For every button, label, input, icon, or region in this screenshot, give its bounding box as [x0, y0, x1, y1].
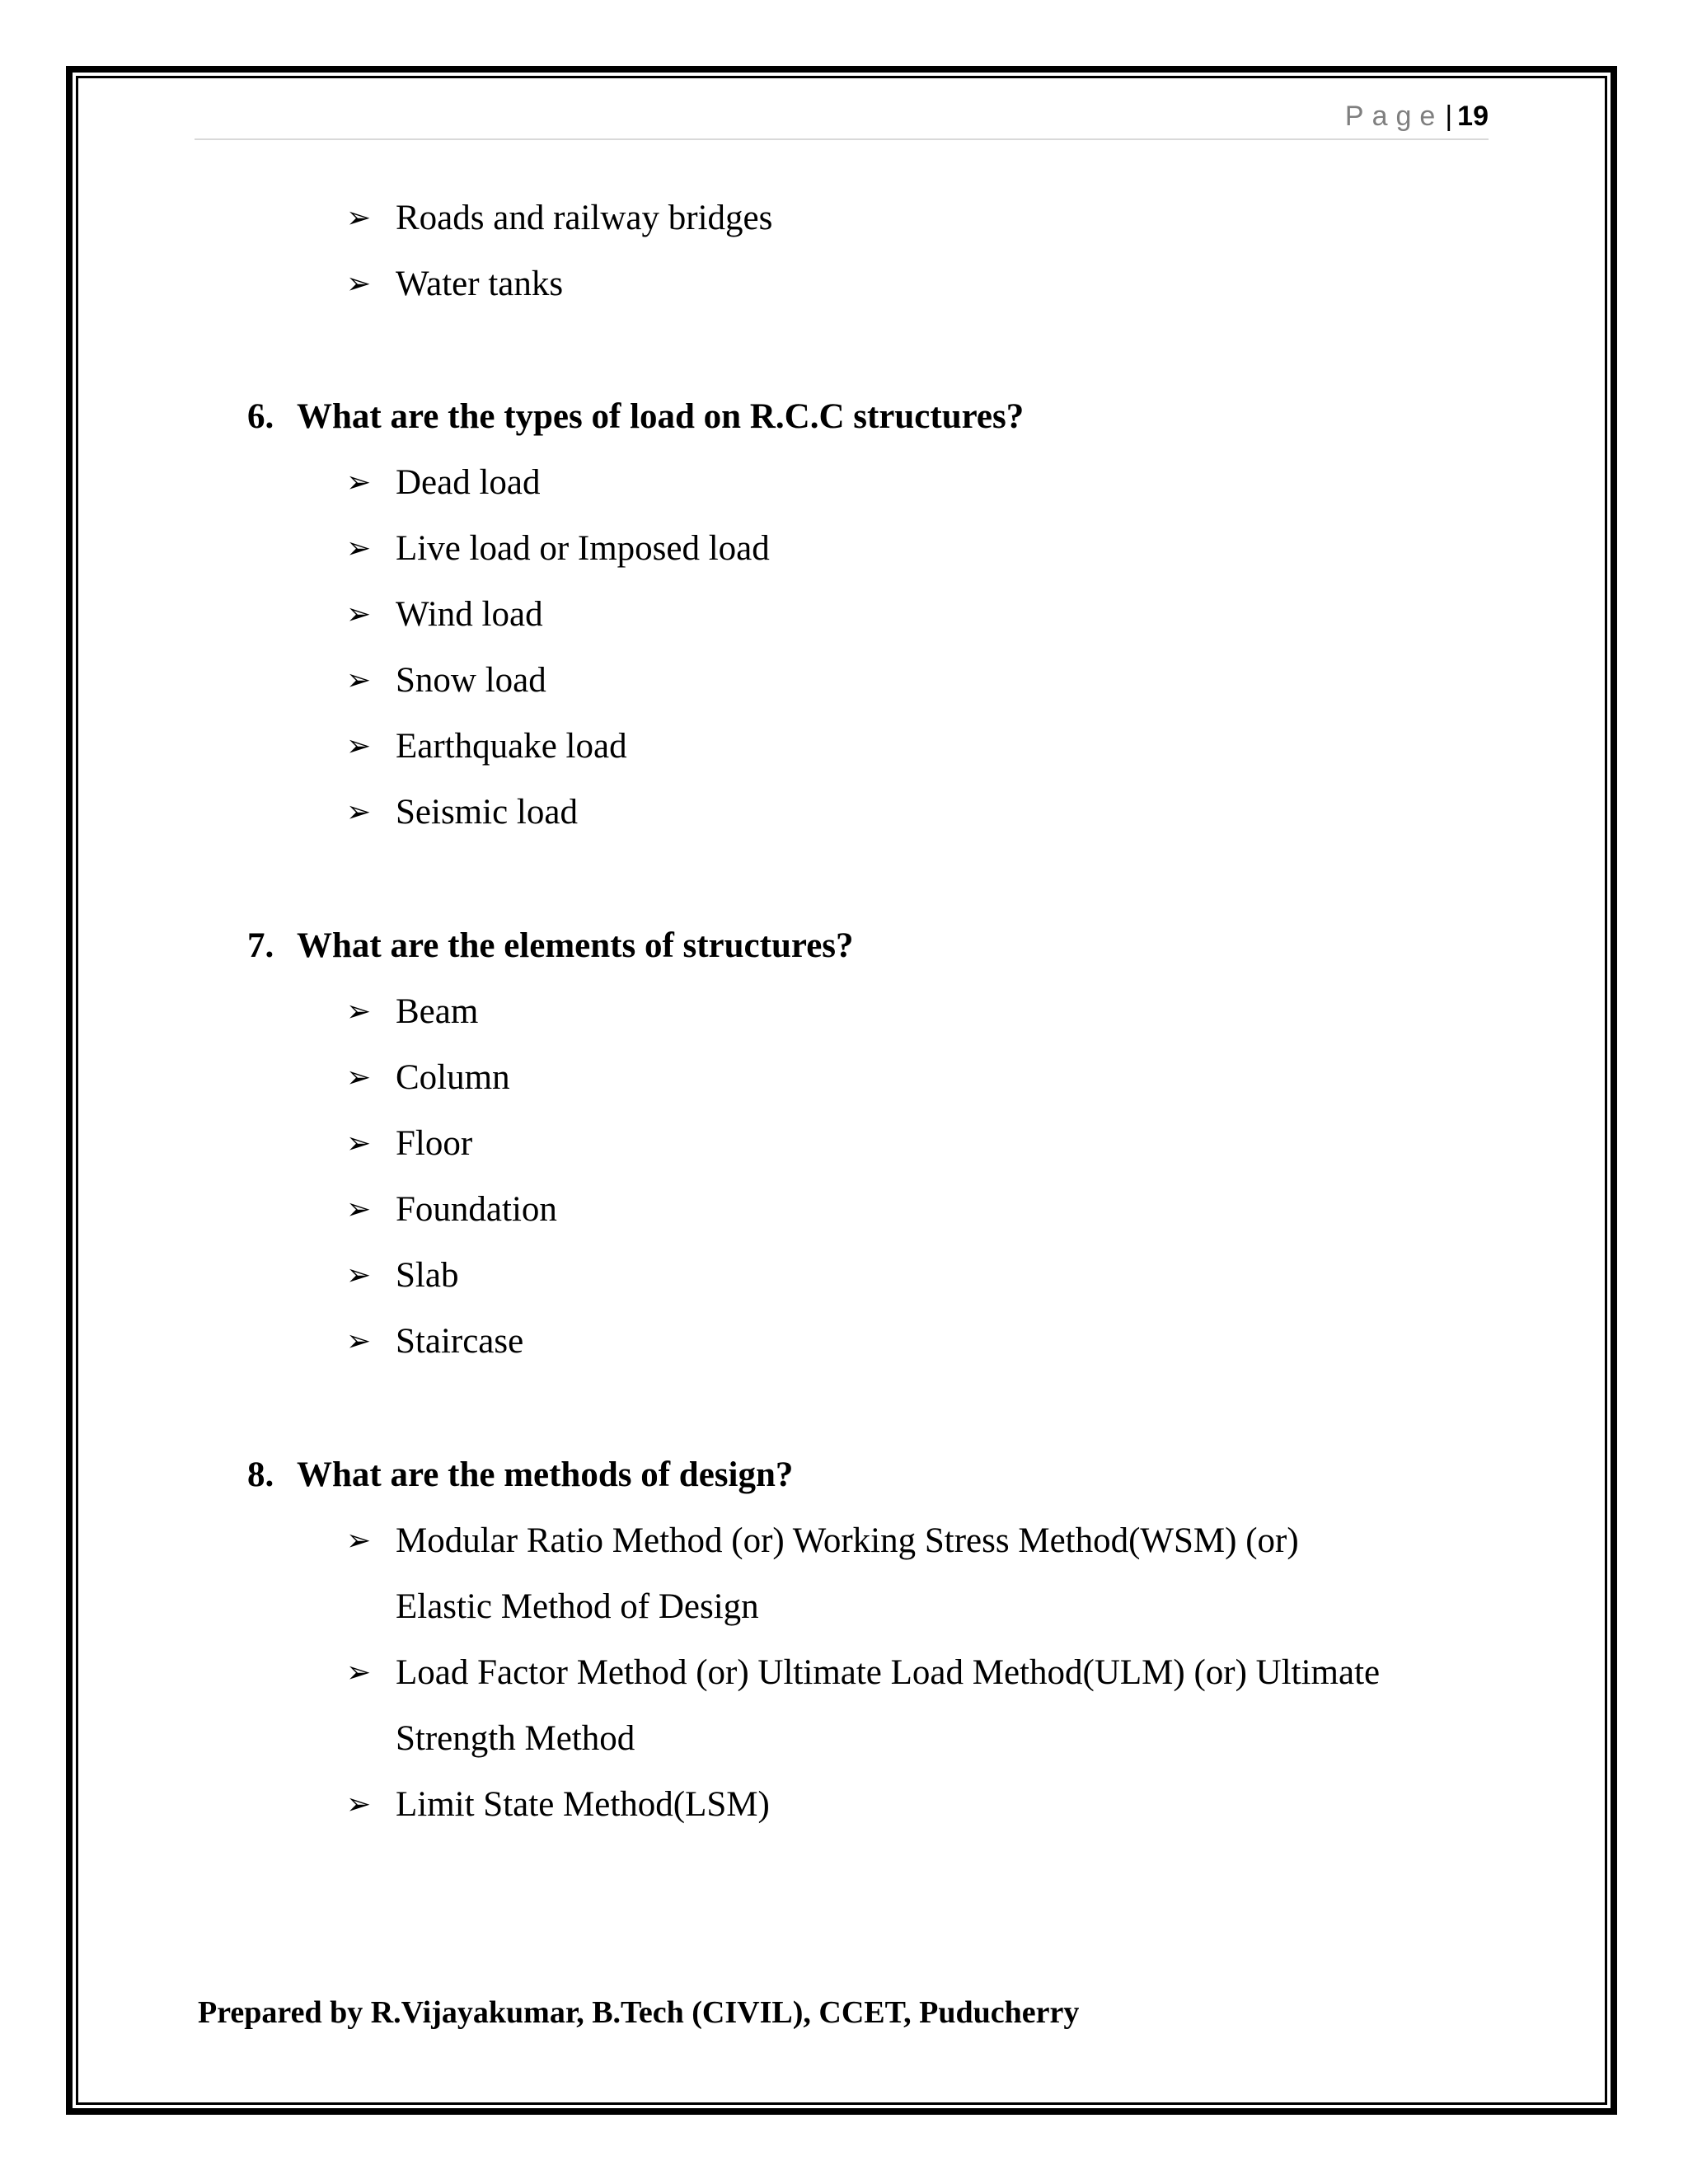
list-item-text: Live load or Imposed load — [396, 529, 770, 568]
page-footer: Prepared by R.Vijayakumar, B.Tech (CIVIL), CCET, Puducherry — [198, 1995, 1080, 2030]
list-item-text: Slab — [396, 1256, 459, 1295]
arrow-bullet-icon: ➢ — [346, 1788, 372, 1821]
question-number: 8. — [247, 1455, 274, 1494]
list-item-text: Staircase — [396, 1322, 524, 1361]
list-item-text: Foundation — [396, 1190, 557, 1229]
arrow-bullet-icon: ➢ — [346, 663, 372, 697]
question-heading-7 — [247, 913, 854, 979]
page-number-label — [1345, 101, 1489, 133]
question-text: What are the types of load on R.C.C structures? — [297, 397, 1025, 436]
list-item-text: Seismic load — [396, 793, 578, 832]
arrow-bullet-icon: ➢ — [346, 729, 372, 763]
list-item-text: Earthquake load — [396, 727, 627, 766]
page-header — [195, 97, 1489, 140]
list-item-text: Column — [396, 1058, 510, 1097]
question-heading-8 — [247, 1442, 793, 1508]
arrow-bullet-icon: ➢ — [346, 1656, 372, 1690]
list-item-text: Wind load — [396, 595, 543, 634]
page-number: 19 — [1457, 101, 1489, 132]
list-item-text: Snow load — [396, 661, 546, 700]
arrow-bullet-icon: ➢ — [346, 267, 372, 301]
arrow-bullet-icon: ➢ — [346, 1193, 372, 1226]
list-item-text: Elastic Method of Design — [396, 1587, 759, 1626]
page-separator: | — [1445, 101, 1453, 132]
question-number: 7. — [247, 926, 274, 965]
arrow-bullet-icon: ➢ — [346, 201, 372, 235]
question-number: 6. — [247, 397, 274, 436]
arrow-bullet-icon: ➢ — [346, 1127, 372, 1160]
arrow-bullet-icon: ➢ — [346, 1524, 372, 1558]
arrow-bullet-icon: ➢ — [346, 532, 372, 565]
arrow-bullet-icon: ➢ — [346, 795, 372, 829]
list-item-text: Modular Ratio Method (or) Working Stress Method(WSM) (or) — [396, 1521, 1299, 1560]
list-item-text: Strength Method — [396, 1719, 635, 1758]
list-item-text: Load Factor Method (or) Ultimate Load Method(ULM) (or) Ultimate — [396, 1653, 1381, 1692]
list-item-text: Floor — [396, 1124, 473, 1163]
page-word: Page — [1344, 101, 1444, 132]
list-item-text: Dead load — [396, 463, 541, 502]
arrow-bullet-icon: ➢ — [346, 995, 372, 1029]
question-heading-6 — [247, 384, 1024, 450]
question-text: What are the methods of design? — [297, 1455, 794, 1494]
arrow-bullet-icon: ➢ — [346, 1324, 372, 1358]
list-item-text: Roads and railway bridges — [396, 199, 773, 237]
question-text: What are the elements of structures? — [297, 926, 854, 965]
list-item-text: Limit State Method(LSM) — [396, 1785, 770, 1824]
list-item-text: Water tanks — [396, 265, 564, 303]
page-border-inner — [76, 76, 1607, 2105]
arrow-bullet-icon: ➢ — [346, 598, 372, 631]
arrow-bullet-icon: ➢ — [346, 1061, 372, 1094]
list-item-text: Beam — [396, 992, 479, 1031]
arrow-bullet-icon: ➢ — [346, 466, 372, 499]
arrow-bullet-icon: ➢ — [346, 1258, 372, 1292]
